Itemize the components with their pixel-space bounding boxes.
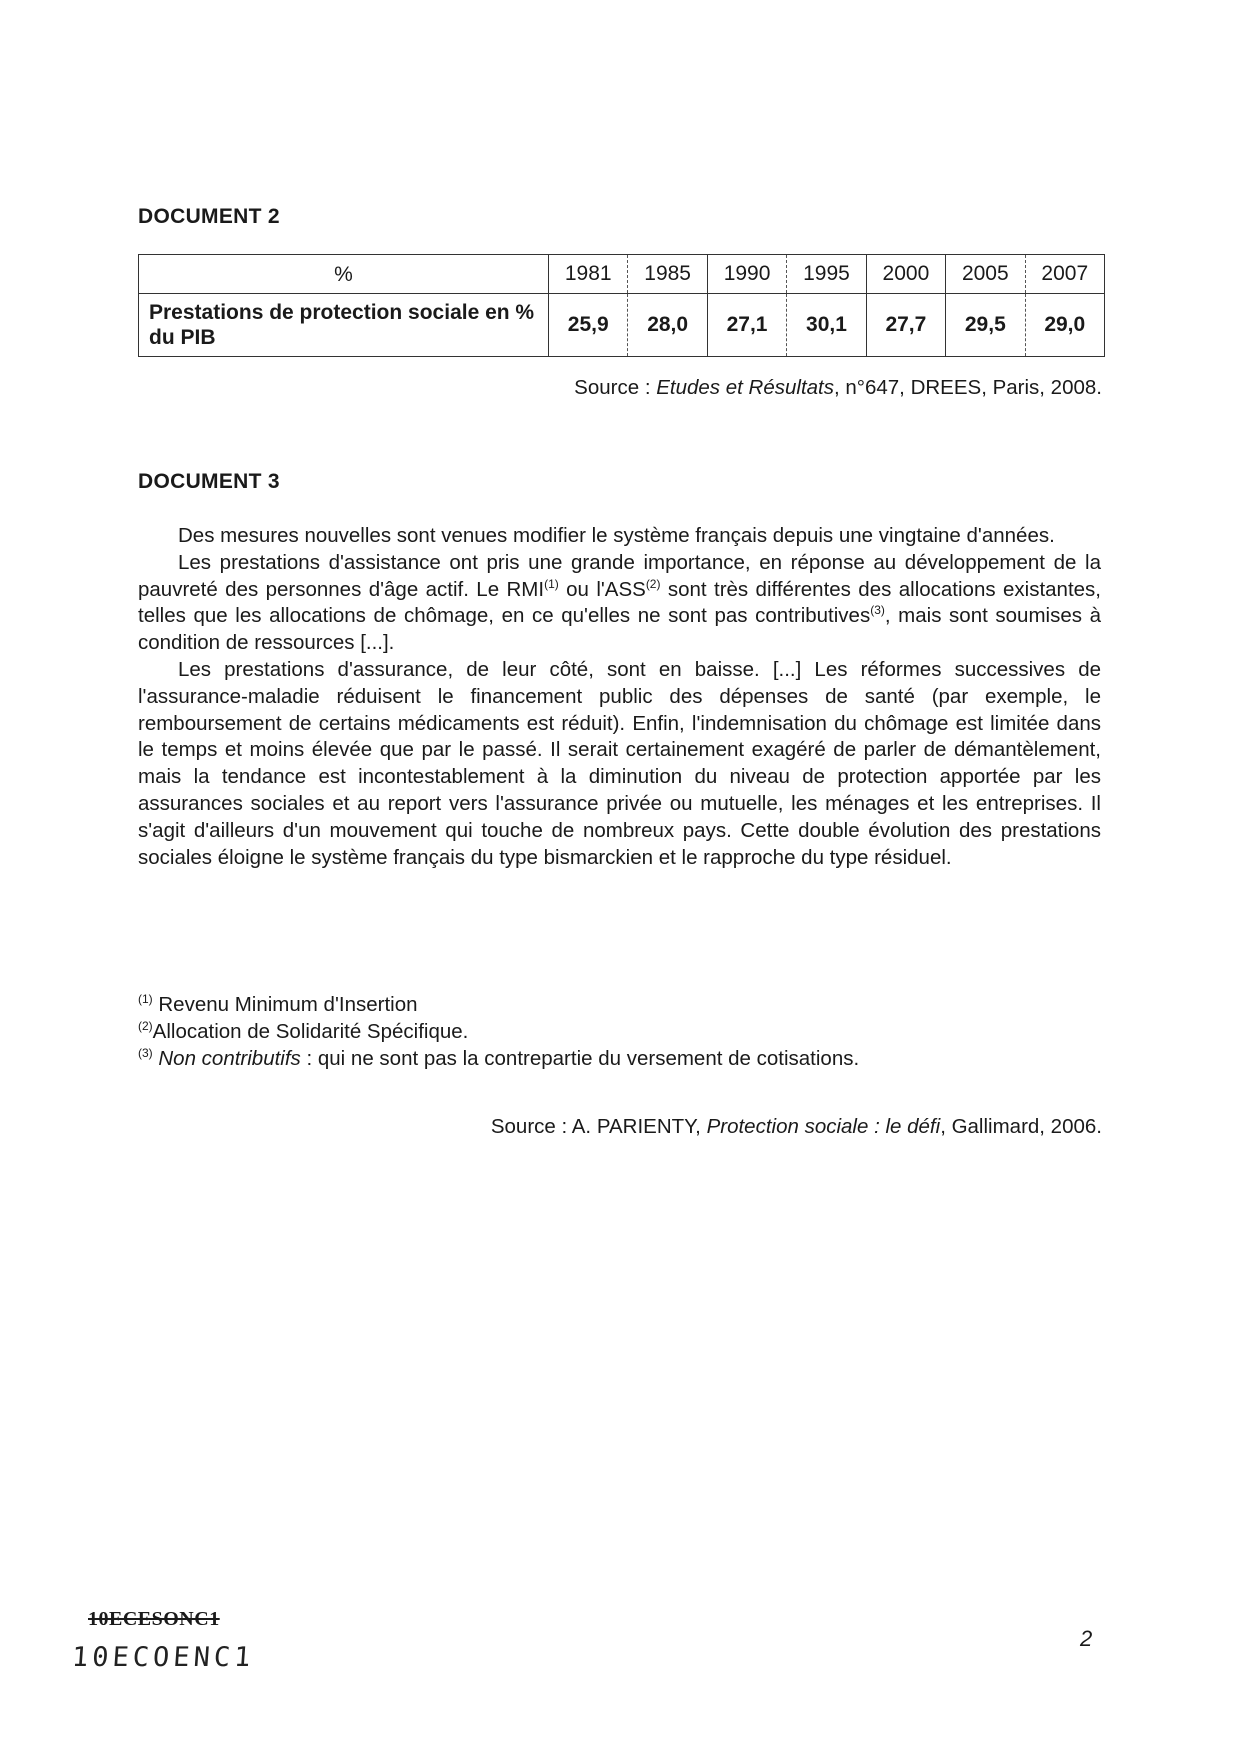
paragraph-text: ou l'ASS (558, 577, 646, 601)
year-header-cell: 2005 (946, 255, 1025, 294)
paragraph-text: Les prestations d'assistance ont pris une grande importance, en réponse au développement de la pauvreté des personnes d'âge actif. Le RMI (138, 550, 1101, 601)
year-header-cell: 1990 (707, 255, 786, 294)
page-number: 2 (1080, 1626, 1093, 1651)
year-header-cell: 1985 (628, 255, 707, 294)
footnote-ref: (3) (870, 603, 885, 618)
source-rest: , Gallimard, 2006. (940, 1115, 1102, 1138)
year-header-cell: 1981 (549, 255, 628, 294)
year-header-cell: 1995 (787, 255, 866, 294)
footnote-3 (138, 1046, 859, 1073)
value-cell: 29,0 (1025, 294, 1104, 357)
value-cell: 28,0 (628, 294, 707, 357)
value-cell: 29,5 (946, 294, 1025, 357)
document-2-heading: DOCUMENT 2 (138, 205, 280, 228)
paragraph-2 (138, 550, 1101, 657)
source-prefix: Source : (574, 376, 657, 399)
document-3-body (138, 523, 1101, 871)
printed-exam-code: 10ECESONC1 (88, 1608, 220, 1630)
footnote-ref: (1) (544, 576, 559, 591)
footnote-text: : qui ne sont pas la contrepartie du versement de cotisations. (300, 1046, 860, 1070)
paragraph-text: , mais sont soumises à condition de ressources [...]. (138, 604, 1101, 655)
document-2-source (574, 376, 1102, 400)
document-3-source (491, 1115, 1102, 1139)
year-header-cell: 2007 (1025, 255, 1104, 294)
paragraph-1: Des mesures nouvelles sont venues modifier le système français depuis une vingtaine d'années. (178, 524, 1055, 547)
footnote-mark: (1) (138, 992, 153, 1007)
table-header-row (139, 255, 1105, 294)
year-header-cell: 2000 (866, 255, 945, 294)
source-prefix: Source : A. PARIENTY, (490, 1115, 707, 1138)
row-label-cell: Prestations de protection sociale en % du PIB (139, 294, 549, 357)
footnote-text: Allocation de Solidarité Spécifique. (152, 1019, 469, 1043)
value-cell: 30,1 (787, 294, 866, 357)
value-cell: 25,9 (549, 294, 628, 357)
social-protection-table (138, 254, 1105, 357)
table-data-row (139, 294, 1105, 357)
document-3-heading: DOCUMENT 3 (138, 470, 280, 493)
footnote-1 (138, 992, 859, 1019)
source-rest: , n°647, DREES, Paris, 2008. (833, 376, 1102, 399)
footnote-2 (138, 1019, 859, 1046)
handwritten-exam-code: 10ECOENC1 (70, 1642, 256, 1673)
unit-header-cell: % (139, 255, 549, 294)
value-cell: 27,1 (707, 294, 786, 357)
footnote-mark: (2) (138, 1018, 153, 1033)
footnote-ref: (2) (645, 576, 661, 591)
footnote-text: Revenu Minimum d'Insertion (152, 993, 418, 1016)
footnotes (138, 992, 859, 1072)
footnote-mark: (3) (138, 1045, 153, 1060)
paragraph-text: sont très différentes des allocations existantes, telles que les allocations de chômage, en ce qu'elles ne sont pas contributives (138, 577, 1101, 628)
paragraph-3: Les prestations d'assurance, de leur côté, sont en baisse. [...] Les réformes successives de l'assurance-maladie réduisent le financement public des dépenses de santé (par exemple, le remboursement de certains médicaments est réduit). Enfin, l'indemnisation du chômage est limitée dans le temps et moins élevée que par le passé. Il serait certainement exagéré de parler de démantèlement, mais la tendance est incontestablement à la diminution du niveau de protection apportée par les assurances sociales et au report vers l'assurance privée ou mutuelle, les ménages et les entreprises. Il s'agit d'ailleurs d'un mouvement qui touche de nombreux pays. Cette double évolution des prestations sociales éloigne le système français du type bismarckien et le rapproche du type résiduel. (138, 657, 1101, 869)
value-cell: 27,7 (866, 294, 945, 357)
source-title: Etudes et Résultats (656, 376, 834, 399)
source-title: Protection sociale : le défi (706, 1115, 941, 1138)
footnote-term: Non contributifs (152, 1046, 301, 1070)
